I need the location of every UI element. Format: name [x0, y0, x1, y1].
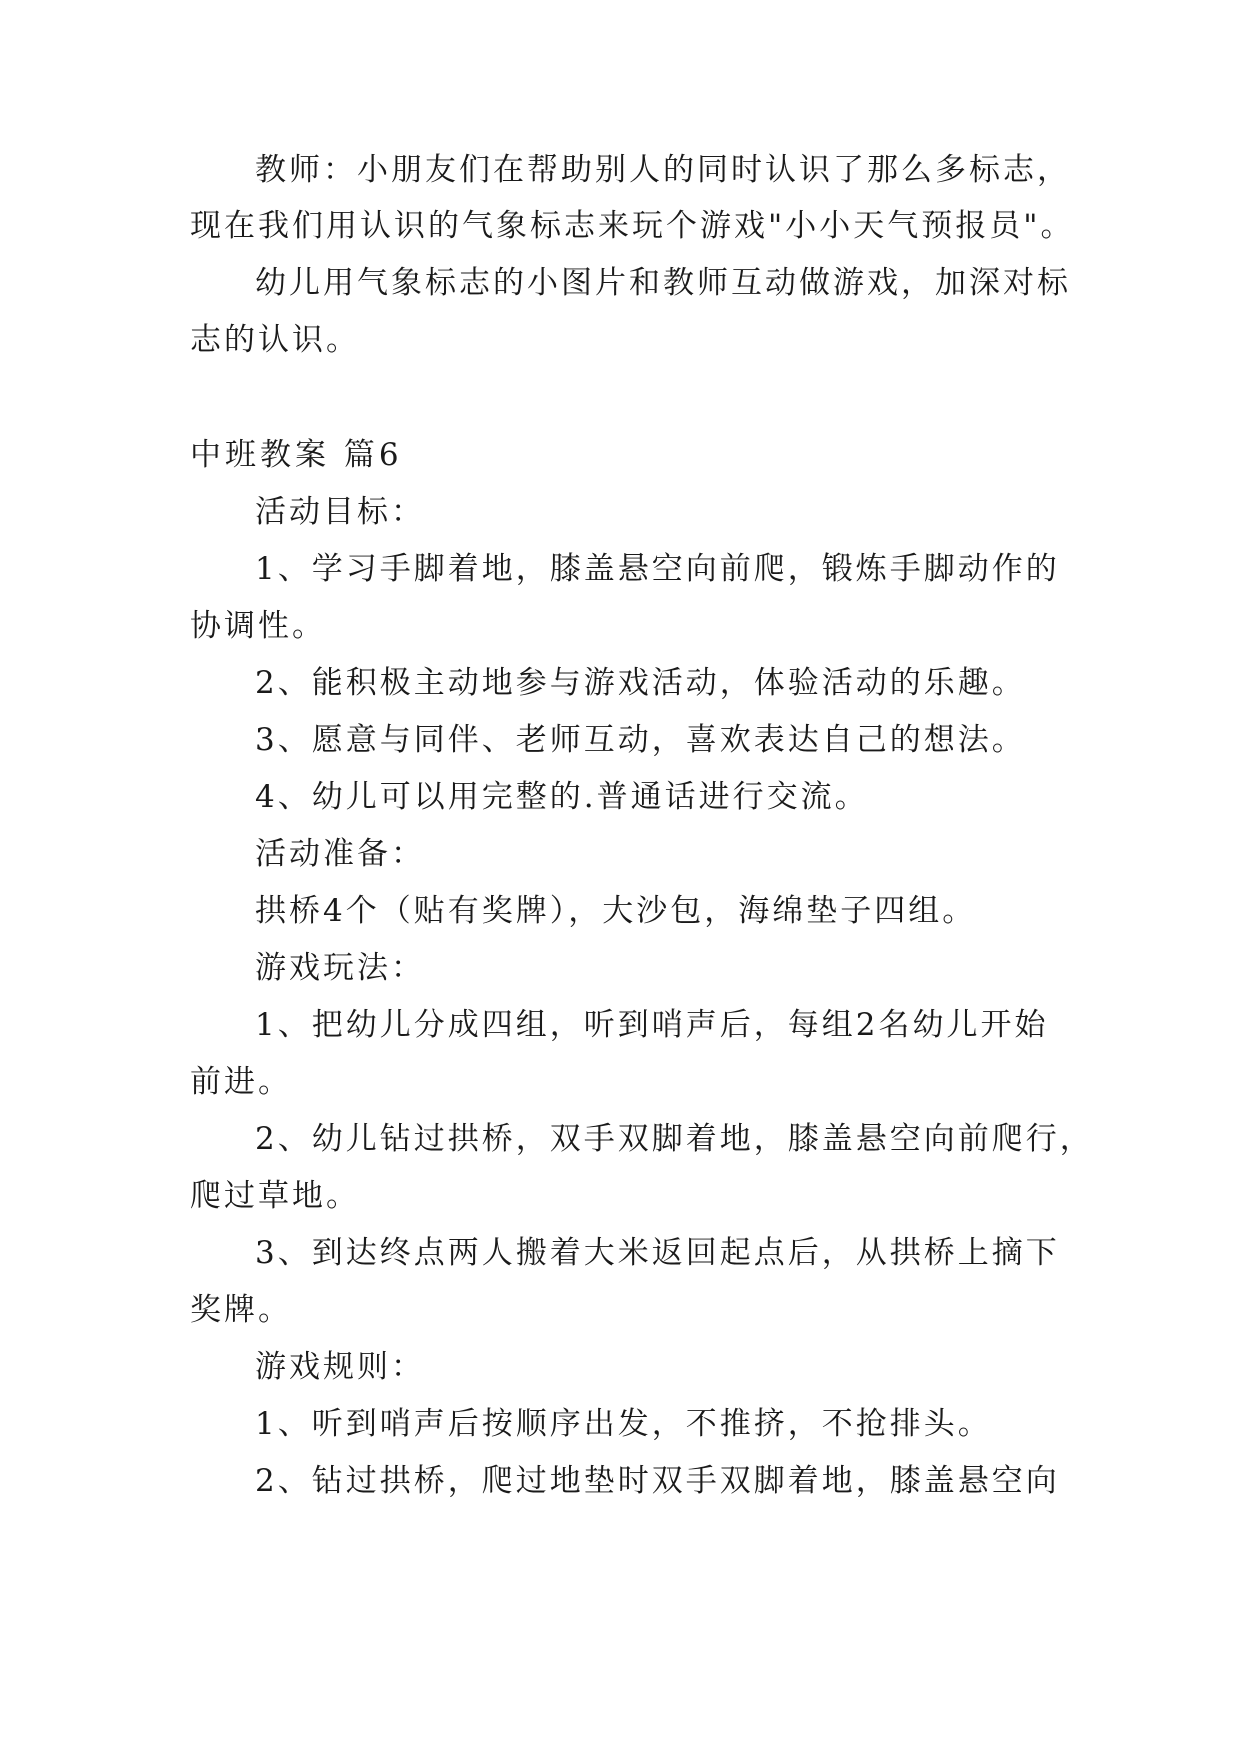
play-2-line1: 2、幼儿钻过拱桥，双手双脚着地，膝盖悬空向前爬行，	[255, 1121, 1094, 1157]
paragraph-teacher-line2: 现在我们用认识的气象标志来玩个游戏"小小天气预报员"。	[190, 208, 1075, 244]
play-1-line1: 1、把幼儿分成四组，听到哨声后，每组2名幼儿开始	[255, 1007, 1049, 1043]
play-3-line2: 奖牌。	[190, 1292, 292, 1328]
play-2-line2: 爬过草地。	[190, 1178, 360, 1214]
rule-1: 1、听到哨声后按顺序出发，不推挤，不抢排头。	[255, 1406, 992, 1442]
section-title: 中班教案 篇6	[190, 437, 403, 473]
goal-1-line2: 协调性。	[190, 608, 326, 644]
play-heading: 游戏玩法：	[255, 950, 425, 986]
goals-heading: 活动目标：	[255, 494, 425, 530]
goal-3: 3、愿意与同伴、老师互动，喜欢表达自己的想法。	[255, 722, 1026, 758]
paragraph-game-line2: 志的认识。	[190, 322, 360, 358]
play-3-line1: 3、到达终点两人搬着大米返回起点后，从拱桥上摘下	[255, 1235, 1060, 1271]
prep-text: 拱桥4个（贴有奖牌），大沙包，海绵垫子四组。	[255, 893, 977, 929]
goal-1-line1: 1、学习手脚着地，膝盖悬空向前爬，锻炼手脚动作的	[255, 551, 1060, 587]
prep-heading: 活动准备：	[255, 836, 425, 872]
rules-heading: 游戏规则：	[255, 1349, 425, 1385]
paragraph-teacher-line1: 教师：小朋友们在帮助别人的同时认识了那么多标志，	[255, 152, 1071, 188]
goal-4: 4、幼儿可以用完整的.普通话进行交流。	[255, 779, 869, 815]
play-1-line2: 前进。	[190, 1064, 292, 1100]
rule-2-line1: 2、钻过拱桥，爬过地垫时双手双脚着地，膝盖悬空向	[255, 1463, 1060, 1499]
goal-2: 2、能积极主动地参与游戏活动，体验活动的乐趣。	[255, 665, 1026, 701]
paragraph-game-line1: 幼儿用气象标志的小图片和教师互动做游戏，加深对标	[255, 265, 1071, 301]
